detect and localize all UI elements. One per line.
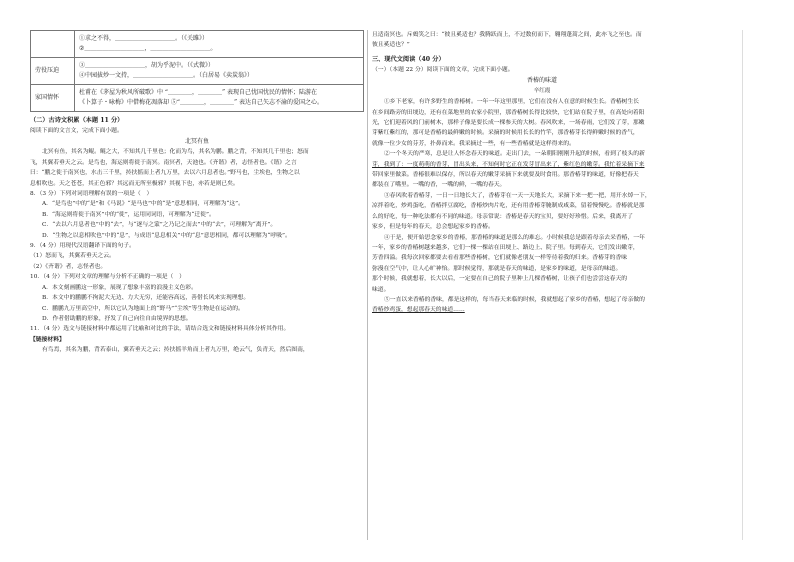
right-column <box>372 30 712 316</box>
article-line: 芽紫红紫红的，那可是香椿的最鲜嫩的时候。采摘的时候用长长的竹竿，那香椿芽长得鲜嫩时候的香气， <box>372 130 639 137</box>
continued-text: 彼且奚适也？” <box>372 42 410 49</box>
article-author: 辛红霞 <box>533 88 551 95</box>
article-line: 一年，家乡的香椿树越来越多，它们一棵一棵站在田埂上、路边上、院子里。每到春天，它们发出嫩芽， <box>372 244 639 251</box>
article-line: 味道。 <box>372 286 390 293</box>
option: C．鹏鹏九万里高空中，所以它认为地面上的“野马”“尘埃”等生物是在运动的。 <box>42 305 244 312</box>
column-divider <box>367 30 368 540</box>
passage-line: 北冥有鱼，其名为鲲。鲲之大，不知其几千里也；化而为鸟，其名为鹏。鹏之背，不知其几千里也；怒而 <box>42 149 309 156</box>
article-line: 在乡间路旁的田埂边，还有在菜地里的农家小院里，那香椿树长得比较快，它们站在院子里，在高处向着阳 <box>372 109 645 116</box>
option: D．作者借助鹏的形象，抒发了自己向往自由境界的思想。 <box>42 315 192 322</box>
article-line: 光，它们迎着风的门前树木，那样子像是要长成一棵参天的大树。春风吹来，一场春雨，它们发了芽，那嫩 <box>372 120 645 127</box>
article-body <box>372 97 712 316</box>
option: D．“生物之以息相吹也”中的“息”，与成语“息息相关”中的“息”意思相同，都可以理解为“呼吸”。 <box>42 232 291 239</box>
instruction: 阅读下面的文言文，完成下面小题。 <box>30 128 123 134</box>
passage-line: 飞，其翼若垂天之云。是鸟也，海运则将徙于南冥。南冥者，天池也。《齐谐》者，志怪者也。《谐》之言 <box>30 159 297 166</box>
article-line: 那个时候，我就想着，长大以后，一定要在自己的院子里种上几棵香椿树，让孩子们也尝尝这春天的 <box>372 276 628 283</box>
table-category <box>31 31 75 58</box>
table-line: ②＿＿＿＿＿＿＿＿＿＿，＿＿＿＿＿＿＿＿＿＿。 <box>79 45 217 52</box>
option: A．本文刻画鹏这一形象，展现了想象丰富的浪漫主义色彩。 <box>42 284 197 291</box>
passage <box>30 147 364 189</box>
article-line: ③春风吹着香椿芽，一日一日地长大了，香椿芽在一天一天地长大，采摘下来一把一把，用开水焯一下， <box>384 192 651 199</box>
table-content <box>75 85 364 112</box>
article-line: 弥漫在空气中，让人心旷神怡。那时候觉得，那就是春天的味道，是家乡的味道，是母亲的味道。 <box>372 265 622 272</box>
sub-question: （1）怒而飞，其翼若垂天之云。 <box>30 253 115 260</box>
option: C．“去以六月息者也”中的“去”，与“逐与之蒙”之乃记之而去”中的“去”，可理解为“离开”。 <box>42 222 277 229</box>
question-11: 11．（4 分）选文与链接材料中都运用了比喻和对比的手法，请结合选文和链接材料具体分析其作用。 <box>30 326 290 333</box>
table-row <box>31 31 364 58</box>
option: A．“是鸟也”中的“是”和《马说》“是马也”中的“是”意思相同，可理解为“这”。 <box>42 201 244 208</box>
section-heading: （二）古诗文积累（本题 11 分） <box>30 117 124 124</box>
question-10: 10．（4 分）下列对文章的理解与分析不正确的一项是（ ） <box>30 274 185 281</box>
article-line: 么的好吃，每一种吃法都有不同的味道。母亲常说：香椿是春天的宝贝，要好好珍惜。后来，我离开了 <box>372 213 633 220</box>
table-content <box>75 58 364 85</box>
article-line: 芳香四溢。我每次回家都要去看看那些香椿树，它们就像老朋友一样等待着我的归来。香椿芽的香味 <box>372 255 628 262</box>
option: B．本文中的鹏鹏不拘泥大无边、力大无穷，还能容高远，善借长风来实现理想。 <box>42 295 250 302</box>
passage-title: 北冥有鱼 <box>184 138 209 146</box>
link-material-label: 【链接材料】 <box>30 336 65 343</box>
article-line: 就像一位少女的芬芳，扑鼻而来。我采摘过一些，有一些香椿就是这样得来的。 <box>372 140 575 147</box>
sub-section: （一）（本题 22 分）阅读下面的文章，完成下面小题。 <box>372 66 514 73</box>
article-line: ④于是，便开始思念家乡的香椿，那香椿的味道是那么的难忘。小时候我总是跟着母亲去采香椿，一年 <box>384 234 645 241</box>
sub-question: （2）《齐谐》者，志怪者也。 <box>30 263 107 270</box>
left-column <box>30 30 364 356</box>
table-row <box>31 58 364 85</box>
article-title: 香椿的味道 <box>526 77 557 85</box>
table-content <box>75 31 364 58</box>
link-material-text: 有鸟焉，其名为鹏，背若泰山，翼若垂天之云；抟扶摇羊角而上者九万里，绝云气，负青天，然后图南， <box>42 347 309 354</box>
table-category: 劳役压迫 <box>31 58 75 85</box>
right-margin-line <box>742 30 743 540</box>
section-heading: 三、现代文阅读（40 分） <box>372 55 445 63</box>
table-row <box>31 85 364 112</box>
article-line: ⑤一直以来香椿的香味，都是这样的，每当春天来临的时候，我就想起了家乡的香椿，想起了母亲做的 <box>384 296 645 303</box>
passage-line: 曰：“鹏之徙于南冥也，水击三千里，抟扶摇而上者九万里，去以六月息者也。”野马也，尘埃也，生物之以 <box>30 170 300 177</box>
article-line: ①乡下老家，有许多野生的香椿树。一年一年这里那里，它们在没有人在意的时候生长。香椿树生长 <box>384 99 640 106</box>
article-line: 家乡，但是每年的春天，总会想起家乡的香椿。 <box>372 224 494 231</box>
table-line: 《卜算子・咏梅》中借梅花凋落却 ⑤“＿＿＿＿，＿＿＿＿” 表达自己矢志不渝的爱国之心。 <box>79 99 323 106</box>
article-line: 芽，我到了：一度萌萌的香芽，冒出头来，不知何时它正在发芽冒出来了，紫红色的嫩芽。我忙着采摘下来 <box>372 161 645 168</box>
article-line: 带回家里做菜。香椿很难以保存，所以春天的嫩芽采摘下来就要及时食用。那香椿芽的味道，好像把春天 <box>372 172 639 179</box>
article-line: ②一个冬天的严寒，总是让人怀念春天的味道。走出门去，一朵朝阳刚刚升起的时候，看到了枝头的新 <box>384 151 645 158</box>
table-line: ④中园拔炒一文持，＿＿＿＿＿＿＿＿＿＿。（白居易《卖炭翁》） <box>79 72 254 79</box>
table-category: 家国情怀 <box>31 85 75 112</box>
table-line: ①求之不得，＿＿＿＿＿＿＿＿＿＿。（《关雎》） <box>79 35 209 42</box>
article-line: 香椿炒鸡蛋，想起那春天的味道…… <box>372 307 465 314</box>
continued-text: 且适南冥也。斥鴳笑之曰：“彼且奚适也？我腾跃而上，不过数仞而下，翱翔蓬蒿之间，此亦飞之至也。而 <box>372 32 642 38</box>
poetry-fill-table <box>30 30 364 112</box>
article-line: 凉拌着吃，炒鸡蛋吃，香椿拌豆腐吃，香椿炒肉片吃，还有用香椿芽腌制成咸菜，留着慢慢吃。香椿就是那 <box>372 203 645 210</box>
table-line: ③＿＿＿＿＿＿＿＿＿＿，胡为乎泥中。（《式微》） <box>79 62 215 69</box>
table-line: 杜甫在《茅屋为秋风所破歌》中 “＿＿＿＿，＿＿＿＿” 表现自己忧国忧民的情怀；陆游在 <box>79 89 317 96</box>
question-8: 8．（3 分）下列对词语理解有误的一项是（ ） <box>30 191 153 198</box>
option: B．“海运则将徙于南冥”中的“徙”，运用同词语，可理解为“迁徙”。 <box>42 211 215 218</box>
passage-line: 息相吹也。天之苍苍，其正色邪？其远而无所至极邪？其视下也，亦若是则已矣。 <box>30 180 239 187</box>
question-9: 9．（4 分）用现代汉语翻译下面的句子。 <box>30 243 135 250</box>
article-line: 都装在了嘴里。一嘴的香，一嘴的鲜，一嘴的春天。 <box>372 182 506 189</box>
